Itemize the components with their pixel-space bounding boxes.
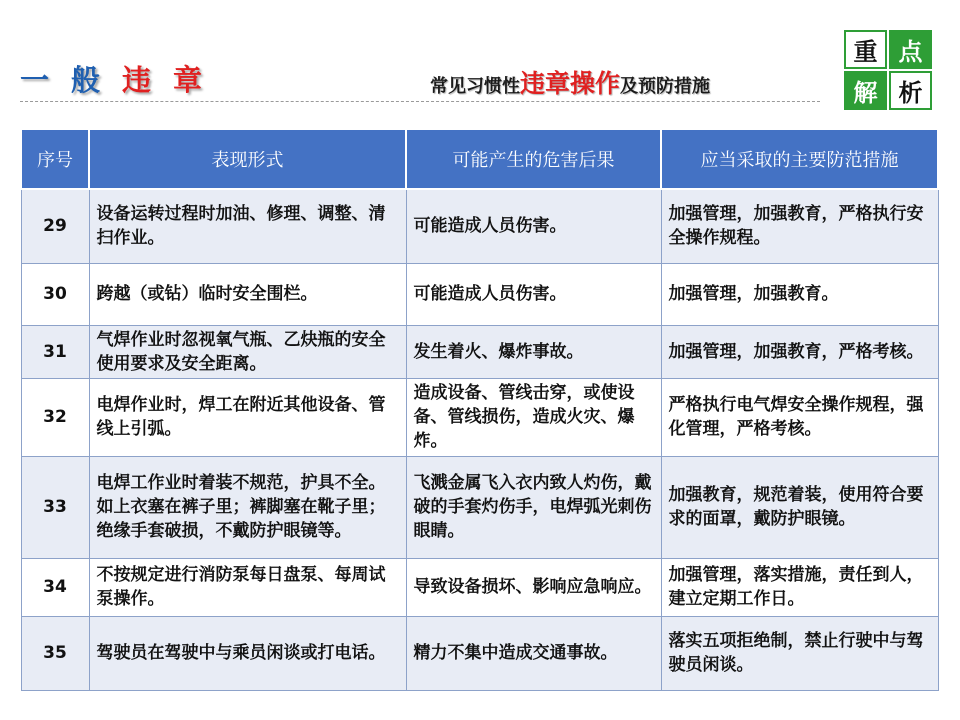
row-number: 29: [21, 189, 89, 263]
badge-char: 解: [844, 71, 887, 110]
column-header-harm: 可能产生的危害后果: [406, 129, 661, 189]
row-form: 驾驶员在驾驶中与乘员闲谈或打电话。: [89, 616, 406, 690]
row-measure: 加强管理，加强教育，严格执行安全操作规程。: [661, 189, 938, 263]
slide-subtitle: [430, 64, 710, 100]
badge-char: 点: [889, 30, 932, 69]
row-harm: 精力不集中造成交通事故。: [406, 616, 661, 690]
row-number: 33: [21, 456, 89, 558]
badge-char: 重: [844, 30, 887, 69]
title-char: 一: [20, 63, 50, 97]
row-number: 34: [21, 558, 89, 616]
title-char: 般: [71, 63, 101, 97]
row-measure: 加强管理，加强教育，严格考核。: [661, 325, 938, 378]
column-header-form: 表现形式: [89, 129, 406, 189]
row-harm: 可能造成人员伤害。: [406, 263, 661, 325]
row-number: 31: [21, 325, 89, 378]
row-measure: 加强管理，落实措施，责任到人，建立定期工作日。: [661, 558, 938, 616]
row-form: 设备运转过程时加油、修理、调整、清扫作业。: [89, 189, 406, 263]
row-number: 35: [21, 616, 89, 690]
header-divider: [20, 101, 820, 102]
row-harm: 导致设备损坏、影响应急响应。: [406, 558, 661, 616]
row-number: 30: [21, 263, 89, 325]
table-row: [21, 456, 938, 558]
row-harm: 发生着火、爆炸事故。: [406, 325, 661, 378]
row-harm: 可能造成人员伤害。: [406, 189, 661, 263]
subtitle-highlight: 违章操作: [520, 69, 621, 98]
key-analysis-badge: [844, 30, 932, 107]
title-char: 章: [173, 63, 203, 97]
table-row: [21, 558, 938, 616]
table-row: [21, 378, 938, 456]
table-header-row: [21, 129, 938, 189]
subtitle-prefix: 常见习惯性: [430, 76, 520, 97]
row-form: 气焊作业时忽视氧气瓶、乙炔瓶的安全使用要求及安全距离。: [89, 325, 406, 378]
row-harm: 造成设备、管线击穿，或使设备、管线损伤，造成火灾、爆炸。: [406, 378, 661, 456]
row-form: 不按规定进行消防泵每日盘泵、每周试泵操作。: [89, 558, 406, 616]
section-title: [20, 58, 224, 99]
row-harm: 飞溅金属飞入衣内致人灼伤，戴破的手套灼伤手，电焊弧光刺伤眼睛。: [406, 456, 661, 558]
badge-char: 析: [889, 71, 932, 110]
row-form: 电焊作业时，焊工在附近其他设备、管线上引弧。: [89, 378, 406, 456]
column-header-measure: 应当采取的主要防范措施: [661, 129, 938, 189]
row-form: 跨越（或钻）临时安全围栏。: [89, 263, 406, 325]
row-number: 32: [21, 378, 89, 456]
table-row: [21, 263, 938, 325]
row-form: 电焊工作业时着装不规范，护具不全。如上衣塞在裤子里；裤脚塞在靴子里；绝缘手套破损，不戴防护眼镜等。: [89, 456, 406, 558]
row-measure: 严格执行电气焊安全操作规程，强化管理，严格考核。: [661, 378, 938, 456]
table-row: [21, 189, 938, 263]
row-measure: 加强教育，规范着装，使用符合要求的面罩，戴防护眼镜。: [661, 456, 938, 558]
row-measure: 加强管理，加强教育。: [661, 263, 938, 325]
violation-table: [20, 128, 939, 691]
column-header-number: 序号: [21, 129, 89, 189]
table-row: [21, 616, 938, 690]
table-row: [21, 325, 938, 378]
subtitle-suffix: 及预防措施: [620, 76, 711, 97]
row-measure: 落实五项拒绝制，禁止行驶中与驾驶员闲谈。: [661, 616, 938, 690]
title-char: 违: [122, 63, 152, 97]
